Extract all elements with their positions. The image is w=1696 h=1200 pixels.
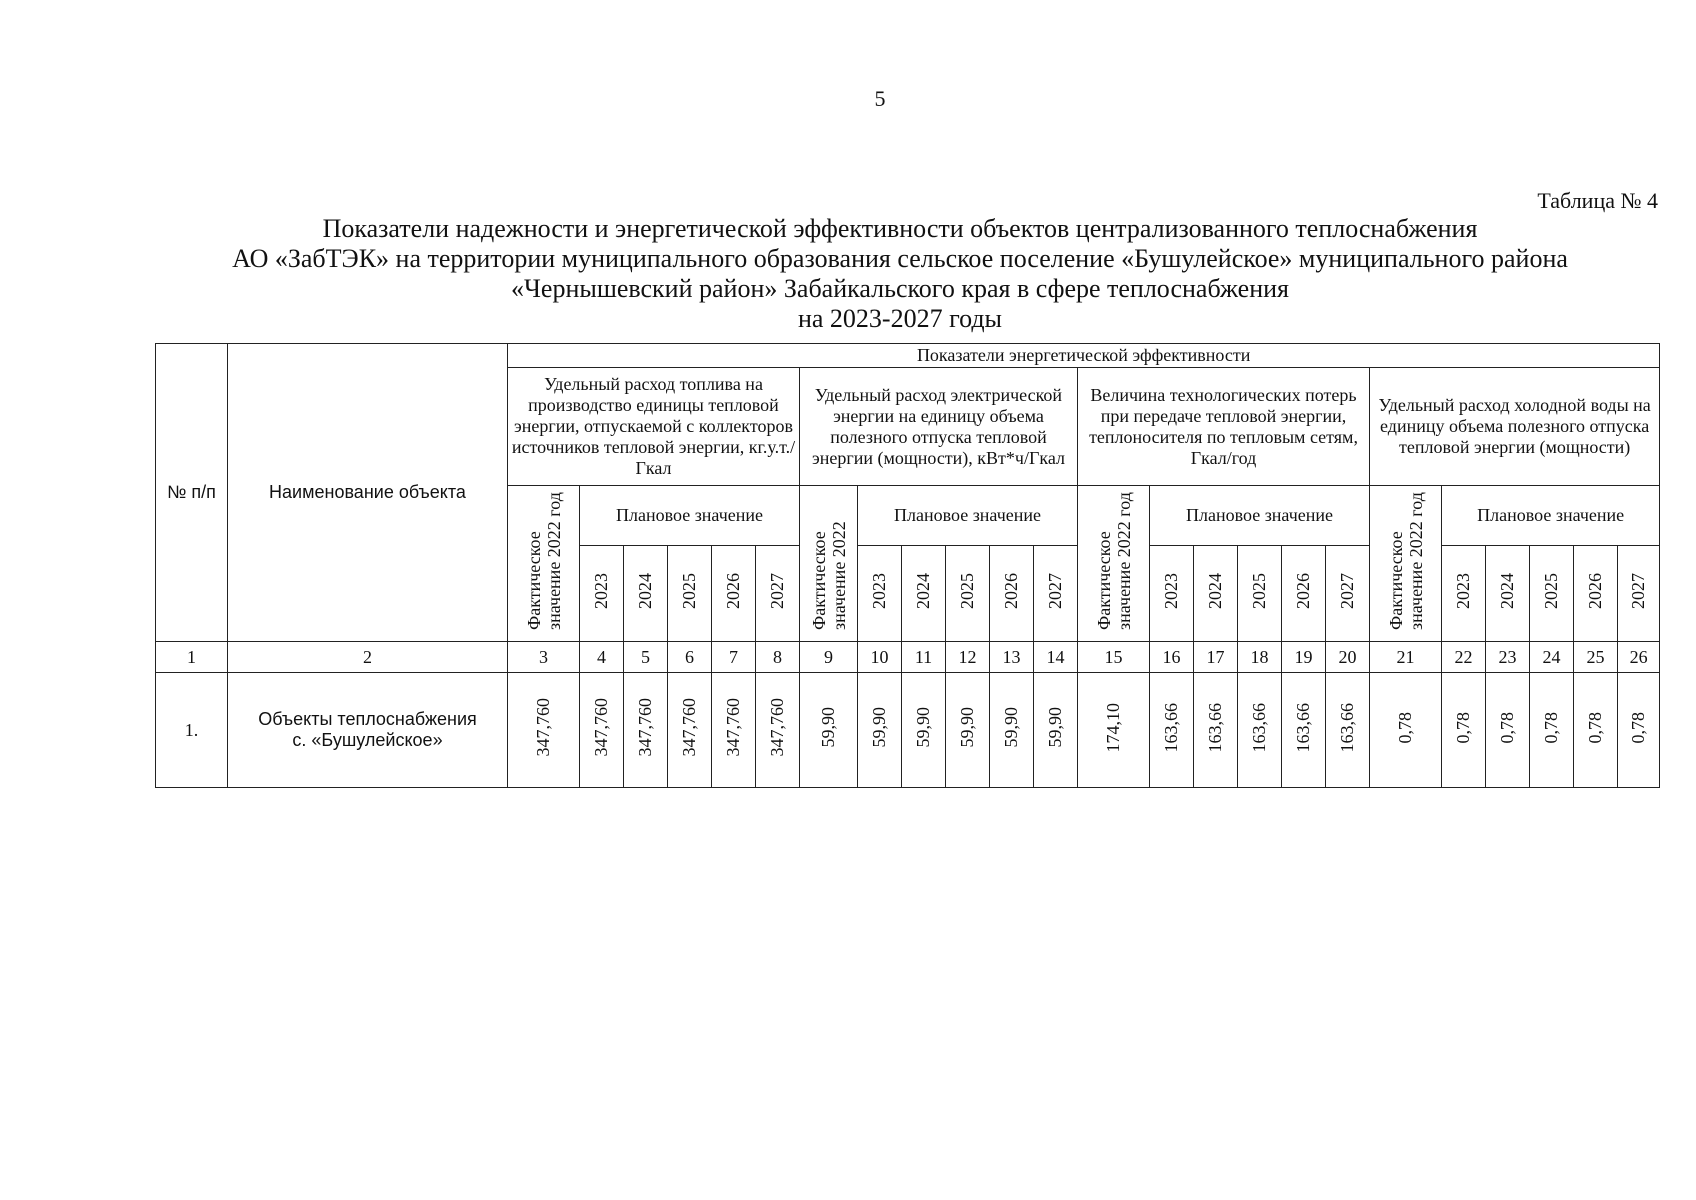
value-text: 347,760 [723,698,743,757]
title-line: Показатели надежности и энергетической эффективности объектов централизованного теплоснабжения [322,214,1478,243]
plan-value-header: Плановое значение [858,486,1078,546]
value-cell [1574,673,1618,788]
value-text: 59,90 [818,707,838,748]
value-text: 0,78 [1395,711,1415,744]
column-number: 11 [902,642,946,673]
fact-value-header [800,486,858,642]
year-label: 2024 [913,573,933,609]
column-number: 6 [668,642,712,673]
value-cell [756,673,800,788]
value-text: 347,760 [533,698,553,757]
year-header [1574,546,1618,642]
column-number: 15 [1078,642,1150,673]
value-cell [990,673,1034,788]
year-header [990,546,1034,642]
column-number: 4 [580,642,624,673]
year-header [1150,546,1194,642]
column-number: 7 [712,642,756,673]
column-number: 14 [1034,642,1078,673]
year-label: 2027 [767,573,787,609]
value-cell [1238,673,1282,788]
year-header [902,546,946,642]
value-cell [1530,673,1574,788]
year-label: 2023 [869,573,889,609]
value-cell [858,673,902,788]
value-cell [1326,673,1370,788]
year-label: 2026 [1293,573,1313,609]
value-text: 347,760 [635,698,655,757]
value-cell [946,673,990,788]
value-cell [580,673,624,788]
year-header [1238,546,1282,642]
value-text: 0,78 [1585,711,1605,744]
column-number: 2 [228,642,508,673]
year-header [580,546,624,642]
value-cell [1618,673,1660,788]
value-text: 59,90 [1045,707,1065,748]
value-cell [624,673,668,788]
value-text: 174,10 [1103,702,1123,753]
column-number: 18 [1238,642,1282,673]
year-header [1618,546,1660,642]
value-cell [902,673,946,788]
title-line: «Чернышевский район» Забайкальского края в сфере теплоснабжения [511,274,1289,303]
year-label: 2023 [591,573,611,609]
value-cell [508,673,580,788]
value-cell [800,673,858,788]
value-text: 347,760 [679,698,699,757]
plan-value-header: Плановое значение [580,486,800,546]
value-cell [1078,673,1150,788]
value-text: 59,90 [957,707,977,748]
column-number: 5 [624,642,668,673]
row-number: 1. [156,673,228,788]
column-number: 26 [1618,642,1660,673]
year-label: 2024 [1497,573,1517,609]
year-header [1194,546,1238,642]
column-number: 21 [1370,642,1442,673]
value-cell [1442,673,1486,788]
column-number: 16 [1150,642,1194,673]
year-header [1282,546,1326,642]
value-text: 163,66 [1249,702,1269,753]
value-text: 347,760 [767,698,787,757]
column-number: 23 [1486,642,1530,673]
year-label: 2025 [1249,573,1269,609]
value-text: 0,78 [1628,711,1649,744]
value-text: 347,760 [591,698,611,757]
value-text: 59,90 [913,707,933,748]
efficiency-table [155,343,1660,788]
fact-value-header [1370,486,1442,642]
value-text: 163,66 [1161,702,1181,753]
column-number: 24 [1530,642,1574,673]
year-header [1034,546,1078,642]
group-header: Удельный расход топлива на производство единицы тепловой энергии, отпускаемой с коллекторов источников тепловой энергии, кг.у.т./Гкал [508,368,800,486]
fact-value-header [508,486,580,642]
value-cell [712,673,756,788]
value-text: 59,90 [1001,707,1021,748]
title-line: на 2023-2027 годы [797,304,1003,333]
year-header [1530,546,1574,642]
plan-value-header: Плановое значение [1442,486,1660,546]
year-label: 2025 [679,573,699,609]
document-title [120,214,1680,334]
value-cell [1150,673,1194,788]
column-number: 1 [156,642,228,673]
value-text: 0,78 [1453,711,1473,744]
year-header [668,546,712,642]
column-number: 13 [990,642,1034,673]
object-name-line: Объекты теплоснабжения [258,709,477,729]
year-label: 2027 [1337,573,1357,609]
value-text: 163,66 [1293,702,1313,753]
page-number: 5 [874,86,886,111]
year-header [946,546,990,642]
group-header: Величина технологических потерь при передаче тепловой энергии, теплоносителя по тепловым сетям, Гкал/год [1078,368,1370,486]
year-label: 2026 [1585,573,1605,609]
group-header: Удельный расход холодной воды на единицу объема полезного отпуска тепловой энергии (мощности) [1370,368,1660,486]
col-name-header: Наименование объекта [228,344,508,642]
energy-header: Показатели энергетической эффективности [508,344,1660,368]
column-number: 3 [508,642,580,673]
plan-value-header: Плановое значение [1150,486,1370,546]
value-cell [668,673,712,788]
column-number: 19 [1282,642,1326,673]
column-number: 9 [800,642,858,673]
year-label: 2024 [635,573,655,609]
year-label: 2027 [1045,573,1065,609]
value-cell [1282,673,1326,788]
year-header [858,546,902,642]
value-text: 59,90 [869,707,889,748]
year-label: 2026 [723,573,743,609]
value-text: 0,78 [1497,711,1517,744]
column-number: 22 [1442,642,1486,673]
year-label: 2024 [1205,573,1225,609]
value-cell [1194,673,1238,788]
fact-value-label: Фактическое значение 2022 [808,521,849,630]
value-cell [1486,673,1530,788]
column-number: 10 [858,642,902,673]
year-label: 2025 [1541,573,1561,609]
year-header [1326,546,1370,642]
year-header [1442,546,1486,642]
column-number: 25 [1574,642,1618,673]
year-label: 2025 [957,573,977,609]
year-header [624,546,668,642]
group-header: Удельный расход электрической энергии на единицу объема полезного отпуска тепловой энергии (мощности), кВт*ч/Гкал [800,368,1078,486]
year-header [1486,546,1530,642]
value-text: 163,66 [1205,702,1225,753]
year-label: 2023 [1161,573,1181,609]
object-name [228,673,508,788]
column-number: 20 [1326,642,1370,673]
table-label: Таблица № 4 [1537,188,1658,213]
year-label: 2023 [1453,573,1473,609]
column-number: 8 [756,642,800,673]
fact-value-label: Фактическое значение 2022 год [1093,492,1134,630]
year-label: 2026 [1001,573,1021,609]
title-line: АО «ЗабТЭК» на территории муниципального образования сельское поселение «Бушулейское» муниципального района [232,244,1568,273]
value-cell [1370,673,1442,788]
fact-value-label: Фактическое значение 2022 год [523,492,564,630]
value-cell [1034,673,1078,788]
column-number: 17 [1194,642,1238,673]
year-header [756,546,800,642]
column-number: 12 [946,642,990,673]
col-num-header: № п/п [156,344,228,642]
value-text: 163,66 [1337,702,1357,753]
value-text: 0,78 [1541,711,1561,744]
year-label: 2027 [1628,573,1649,609]
fact-value-header [1078,486,1150,642]
fact-value-label: Фактическое значение 2022 год [1385,492,1426,630]
object-name-line: с. «Бушулейское» [292,730,443,750]
year-header [712,546,756,642]
